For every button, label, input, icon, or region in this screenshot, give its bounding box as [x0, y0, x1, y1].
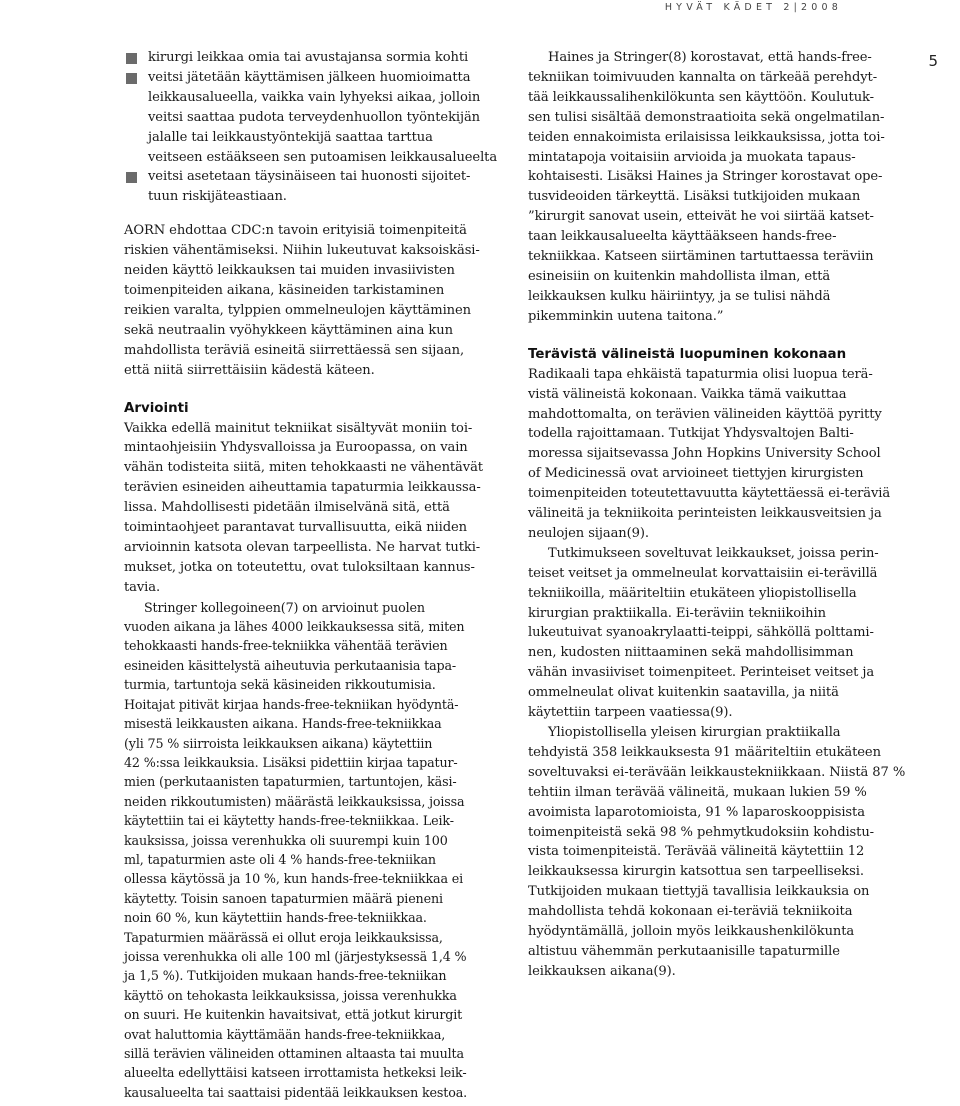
aorn-paragraph [124, 221, 482, 380]
text-line: kirurgi leikkaa omia tai avustajansa sormia kohti [148, 50, 469, 65]
haines-paragraph [528, 48, 894, 327]
radikaali-paragraph [528, 365, 894, 544]
tutkimukseen-paragraph [528, 544, 894, 723]
text-line: Radikaali tapa ehkäistä tapaturmia olisi luopua terä- [528, 366, 873, 382]
text-line: tekniikoilla, määriteltiin etukäteen yliopistollisella [528, 585, 857, 601]
text-line: Tutkijoiden mukaan tiettyjä tavallisia leikkauksia on [528, 884, 870, 900]
text-line: että niitä siirrettäisiin kädestä käteen. [124, 362, 375, 378]
left-column [124, 48, 498, 1102]
text-line: tekniikkaa. Katseen siirtäminen tartuttaessa teräviin [528, 249, 874, 265]
text-line: välineitä ja tekniikoita perinteisten leikkausveitsien ja [528, 506, 882, 522]
text-line: teiset veitset ja ommelneulat korvattaisiin ei-terävillä [528, 565, 878, 581]
text-line: vista toimenpiteistä. Terävää välineitä käytettiin 12 [528, 844, 865, 860]
text-line: pikemminkin uutena taitona.” [528, 308, 724, 324]
text-line: neulojen sijaan(9). [528, 525, 649, 541]
text-line: veitsi asetetaan täysinäiseen tai huonosti sijoitet- [148, 169, 471, 185]
text-line: Stringer kollegoineen(7) on arvioinut puolen [144, 599, 425, 615]
text-line: (yli 75 % siirroista leikkauksen aikana) käytettiin [124, 735, 433, 751]
text-line: mahdollista teräviä esineitä siirrettäessä sen sijaan, [124, 342, 465, 358]
text-line: tehtiin ilman terävää välineitä, mukaan lukien 59 % [528, 784, 867, 800]
text-line: noin 60 %, kun käytettiin hands-free-tekniikkaa. [124, 910, 427, 926]
text-line: mahdottomalta, on terävien välineiden käyttöä pyritty [528, 406, 882, 422]
text-line: tusvideoiden tärkeyttä. Lisäksi tutkijoiden mukaan [528, 189, 861, 205]
text-line: 42 %:ssa leikkauksia. Lisäksi pidettiin kirjaa tapatur- [124, 754, 458, 770]
text-line: tää leikkaussalihenkilökunta sen käyttöön. Koulutuk- [528, 89, 874, 105]
text-line: jalalle tai leikkaustyöntekijä saattaa tarttua [148, 129, 433, 145]
text-line: reikien varalta, tylppien ommelneulojen käyttäminen [124, 302, 471, 318]
text-line: taan leikkausalueelta käyttääkseen hands-free- [528, 229, 837, 245]
section-heading-arviointi: Arviointi [124, 400, 189, 416]
text-line: ommelneulat olivat kuitenkin saatavilla, ja niitä [528, 685, 839, 701]
text-line: leikkauksen kulku häiriintyy, ja se tulisi nähdä [528, 288, 831, 304]
section-heading-teravista: Terävistä välineistä luopuminen kokonaan [528, 346, 847, 362]
text-line: alueelta edellyttäisi katseen irrottamista hetkeksi leik- [124, 1065, 467, 1081]
text-line: sillä terävien välineiden ottaminen altaasta tai muulta [124, 1046, 464, 1061]
text-line: misestä leikkausten aikana. Hands-free-tekniikkaa [124, 716, 442, 732]
text-line: riskien vähentämiseksi. Niihin lukeutuvat kaksoiskäsi- [124, 243, 480, 259]
text-line: vuoden aikana ja lähes 4000 leikkauksessa sitä, miten [124, 619, 465, 635]
text-line: leikkausalueella, vaikka vain lyhyeksi aikaa, jolloin [148, 89, 481, 105]
running-title: HYVÄT KÄDET 2|2008 [664, 2, 842, 13]
text-line: ”kirurgit sanovat usein, etteivät he voi siirtää katset- [528, 209, 874, 225]
yliopistollisella-paragraph [528, 723, 906, 982]
text-line: tehdyistä 358 leikkauksesta 91 määriteltiin etukäteen [528, 744, 881, 760]
text-line: kohtaisesti. Lisäksi Haines ja Stringer korostavat ope- [528, 169, 883, 185]
text-line: mien (perkutaanisten tapaturmien, tartuntojen, käsi- [124, 774, 457, 790]
text-line: sekä neutraalin vyöhykkeen käyttäminen aina kun [124, 322, 453, 338]
text-line: arvioinnin katsota olevan tarpeellista. Ne harvat tutki- [124, 539, 481, 555]
text-line: käytettiin tarpeen vaatiessa(9). [528, 705, 733, 721]
text-line: Tapaturmien määrässä ei ollut eroja leikkauksissa, [124, 929, 443, 945]
text-line: turmia, tartuntoja sekä käsineiden rikkoutumisia. [124, 677, 436, 693]
text-line: Vaikka edellä mainitut tekniikat sisältyvät moniin toi- [124, 420, 473, 436]
text-line: altistuu vähemmän perkutaanisille tapaturmille [528, 943, 840, 959]
text-line: tehokkaasti hands-free-tekniikka vähentää terävien [124, 638, 448, 654]
text-line: toimenpiteiden aikana, käsineiden tarkistaminen [124, 282, 445, 298]
bullet-list [124, 48, 498, 207]
page-number: 5 [928, 52, 938, 70]
text-line: mahdollista tehdä kokonaan ei-teräviä tekniikoita [528, 904, 853, 920]
text-line: soveltuvaksi ei-terävään leikkaustekniikkaan. Niistä 87 % [528, 764, 906, 780]
text-line: on suuri. He kuitenkin havaitsivat, että jotkut kirurgit [124, 1007, 463, 1023]
stringer-paragraph [124, 598, 482, 1103]
text-line: Hoitajat pitivät kirjaa hands-free-tekniikan hyödyntä- [124, 696, 459, 712]
text-line: veitsi saattaa pudota terveydenhuollon työntekijän [148, 109, 480, 125]
text-line: terävien esineiden aiheuttamia tapaturmia leikkaussa- [124, 480, 481, 496]
text-line: toimenpiteiden toteutettavuutta käytettäessä ei-teräviä [528, 486, 891, 502]
text-line: Haines ja Stringer(8) korostavat, että hands-free- [548, 50, 872, 65]
text-line: teiden ennakoimista erilaisissa leikkauksissa, jotta toi- [528, 129, 885, 145]
text-line: tuun riskijäteastiaan. [148, 189, 287, 205]
text-line: ja 1,5 %). Tutkijoiden mukaan hands-free-tekniikan [124, 968, 447, 984]
text-line: Tutkimukseen soveltuvat leikkaukset, joissa perin- [548, 545, 879, 561]
text-line: toimenpiteistä sekä 98 % pehmytkudoksiin kohdistu- [528, 824, 874, 840]
text-line: avoimista laparotomioista, 91 % laparoskooppisista [528, 804, 865, 820]
arviointi-paragraph [124, 419, 482, 598]
bullet-item [124, 68, 498, 168]
text-line: neiden käyttö leikkauksen tai muiden invasiivisten [124, 263, 455, 279]
text-line: esineisiin on kuitenkin mahdollista ilman, että [528, 268, 831, 284]
text-line: kirurgian praktiikalla. Ei-teräviin tekniikoihin [528, 605, 826, 621]
text-line: veitsi jätetään käyttämisen jälkeen huomioimatta [148, 69, 471, 85]
running-header [0, 0, 960, 16]
text-line: of Medicinessä ovat arvioineet tiettyjen kirurgisten [528, 466, 864, 482]
right-column [528, 48, 906, 982]
text-line: ollessa käytössä ja 10 %, kun hands-free-tekniikkaa ei [124, 871, 464, 887]
text-line: neiden rikkoutumisten) määrästä leikkauksissa, joissa [124, 793, 465, 809]
text-line: mukset, jotka on toteutettu, ovat tuloksiltaan kannus- [124, 559, 475, 575]
text-line: esineiden käsittelystä aiheutuvia perkutaanisia tapa- [124, 657, 457, 673]
text-line: vistä välineistä kokonaan. Vaikka tämä vaikuttaa [528, 386, 847, 402]
text-line: ovat haluttomia käyttämään hands-free-tekniikkaa, [124, 1026, 446, 1042]
text-line: joissa verenhukka oli alle 100 ml (järjestyksessä 1,4 % [124, 948, 467, 964]
bullet-item [124, 48, 482, 68]
text-line: kausalueelta tai saattaisi pidentää leikkauksen kestoa. [124, 1084, 467, 1100]
text-line: sen tulisi sisältää demonstraatioita sekä ongelmatilan- [528, 109, 885, 125]
text-line: moressa sijaitsevassa John Hopkins University School [528, 446, 881, 462]
text-line: vähän invasiiviset toimenpiteet. Perinteiset veitset ja [528, 665, 875, 681]
text-line: leikkauksen aikana(9). [528, 963, 676, 979]
bullet-item [124, 167, 482, 207]
text-line: vähän todisteita siitä, miten tehokkaasti ne vähentävät [124, 460, 483, 476]
text-line: ml, tapaturmien aste oli 4 % hands-free-tekniikan [124, 851, 436, 867]
text-line: mintaohjeisiin Yhdysvalloissa ja Euroopassa, on vain [124, 440, 468, 456]
text-line: tekniikan toimivuuden kannalta on tärkeää perehdyt- [528, 69, 878, 85]
text-line: käytettiin tai ei käytetty hands-free-tekniikkaa. Leik- [124, 813, 454, 829]
text-line: veitseen estääkseen sen putoamisen leikkausalueelta [148, 149, 498, 165]
text-line: kauksissa, joissa verenhukka oli suurempi kuin 100 [124, 832, 448, 848]
text-line: todella rajoittamaan. Tutkijat Yhdysvaltojen Balti- [528, 426, 854, 442]
text-line: nen, kudosten niittaaminen sekä mahdollisimman [528, 645, 854, 661]
text-line: toimintaohjeet parantavat turvallisuutta, eikä niiden [124, 520, 467, 536]
text-line: AORN ehdottaa CDC:n tavoin erityisiä toimenpiteitä [124, 223, 467, 239]
text-line: lukeutuivat syanoakrylaatti-teippi, sähköllä polttami- [528, 625, 874, 641]
text-line: käytetty. Toisin sanoen tapaturmien määrä pieneni [124, 890, 443, 906]
text-line: lissa. Mahdollisesti pidetään ilmiselvänä sitä, että [124, 500, 450, 516]
text-line: Yliopistollisella yleisen kirurgian praktiikalla [548, 725, 841, 740]
text-line: hyödyntämällä, jolloin myös leikkaushenkilökunta [528, 924, 855, 940]
text-line: mintatapoja voitaisiin arvioida ja muokata tapaus- [528, 149, 856, 165]
text-line: leikkauksessa kirurgin katsottua sen tarpeelliseksi. [528, 864, 864, 880]
text-line: tavia. [124, 579, 161, 595]
text-line: käyttö on tehokasta leikkauksissa, joissa verenhukka [124, 987, 457, 1003]
